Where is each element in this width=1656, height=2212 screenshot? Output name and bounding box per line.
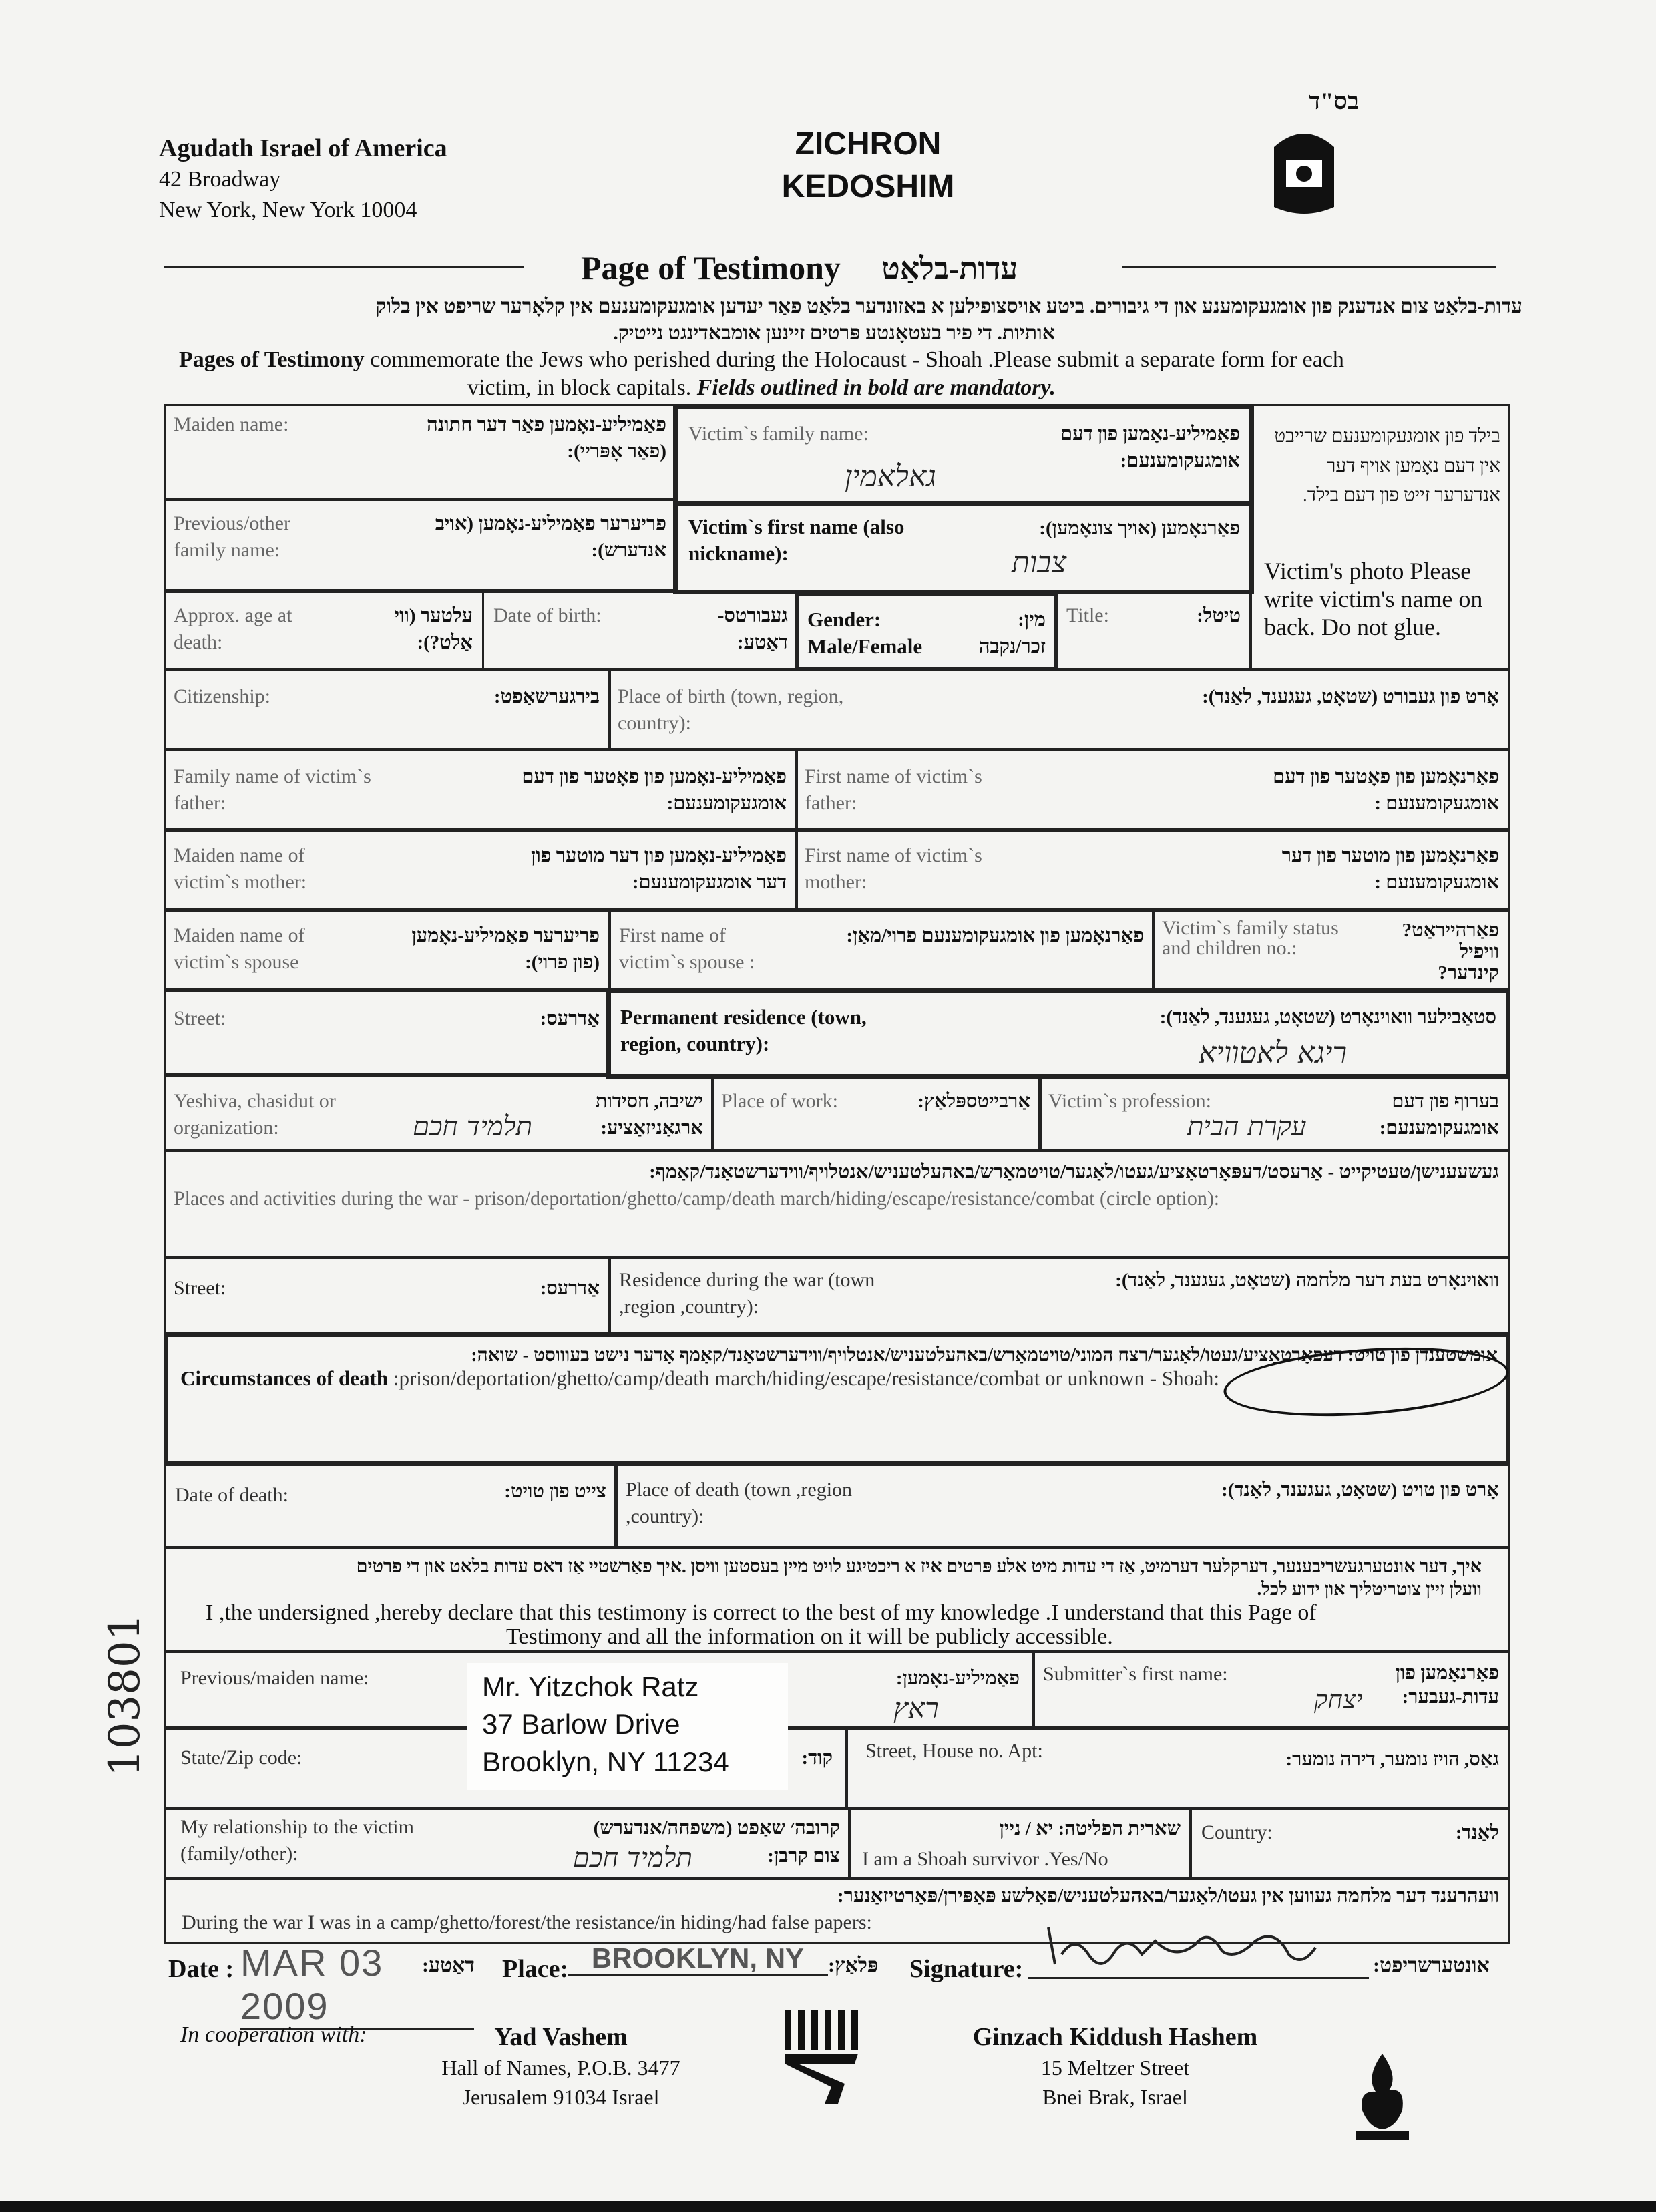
street-house-field[interactable] [845, 1726, 1510, 1810]
permanent-residence-field[interactable] [606, 988, 1510, 1079]
places-activities-field[interactable] [164, 1149, 1510, 1259]
victim-family-name-hebrew: פאַמיליע-נאָמען פון דעם אומגעקומענעם: [1060, 423, 1240, 472]
date-of-birth-field[interactable] [482, 591, 799, 671]
war-residence-field[interactable] [608, 1256, 1510, 1336]
permanent-residence-hebrew: סטאַבילער וואוינאָרט (שטאָט, געגענד, לאַנד): [1159, 1006, 1496, 1028]
victim-photo-box[interactable] [1249, 404, 1510, 671]
war-street-label: Street: [174, 1277, 226, 1299]
country-hebrew: לאַנד: [1455, 1822, 1499, 1843]
signature-scribble-icon [1035, 1914, 1369, 1974]
victim-family-name-label: Victim`s family name: [688, 423, 869, 445]
family-status-hebrew: פאַרהייראַט? וויפיל קינדער? [1402, 920, 1499, 984]
relationship-value: תלמיד חכם [573, 1843, 692, 1873]
citizenship-hebrew: בירגערשאַפט: [493, 686, 600, 707]
date-of-birth-label: Date of birth: [493, 604, 602, 626]
mother-maiden-name-field[interactable] [164, 828, 798, 912]
place-value[interactable]: BROOKLYN, NY [568, 1942, 828, 1976]
signature-line[interactable] [1028, 1937, 1369, 1979]
maiden-name-hebrew: פאַמיליע-נאָמען פאַר דער חתונה (פאַר אָפּריי): [427, 414, 666, 462]
place-of-birth-label: Place of birth (town, region, country): [618, 685, 844, 734]
previous-family-name-label: Previous/other family name: [174, 512, 290, 561]
place-of-birth-field[interactable] [608, 668, 1510, 751]
survivor-hebrew: שארית הפליטה: יא / ניין [999, 1818, 1181, 1839]
intro-hebrew-2: אותיות. די פיר בעטאָנטע פּרטים זיינען אומבאדינגט נייטיק. [613, 322, 1055, 344]
ginzach-address-2: Bnei Brak, Israel [1042, 2085, 1188, 2109]
org-address-2: New York, New York 10004 [159, 198, 417, 222]
photo-instructions-hebrew: בילד פון אומגעקומענעם שרייבט אין דעם נאָמען אויף דער אנדערער זייט פון דעם בילד. [1274, 426, 1500, 506]
gender-field[interactable] [795, 591, 1058, 671]
victim-first-name-field[interactable] [673, 501, 1254, 594]
address-label-line-3: Brooklyn, NY 11234 [482, 1746, 729, 1777]
yad-vashem-address-1: Hall of Names, P.O.B. 3477 [441, 2056, 680, 2080]
victim-family-name-value: גאלאמין [845, 459, 936, 494]
survivor-field[interactable] [848, 1807, 1192, 1880]
approx-age-label: Approx. age at death: [174, 604, 292, 653]
date-label: Date : [168, 1955, 234, 1983]
state-zip-hebrew: קוד: [801, 1747, 833, 1769]
family-status-field[interactable] [1152, 908, 1510, 992]
intro-mandatory: Fields outlined in bold are mandatory. [696, 375, 1056, 400]
bottom-scan-edge [0, 2201, 1656, 2212]
spouse-first-name-hebrew: פאַרנאָמען פון אומגעקומענעם פרוי/מאַן: [846, 925, 1144, 946]
father-family-name-label: Family name of victim`s father: [174, 765, 371, 814]
title-field[interactable] [1055, 591, 1252, 671]
gender-label: Gender: Male/Female [807, 608, 923, 658]
father-first-name-label: First name of victim`s father: [805, 765, 982, 814]
street-label: Street: [174, 1007, 226, 1029]
victim-family-name-field[interactable] [673, 404, 1254, 506]
address-label-line-1: Mr. Yitzchok Ratz [482, 1671, 699, 1702]
yeshiva-value: תלמיד חכם [413, 1111, 532, 1142]
yad-vashem-name: Yad Vashem [494, 2023, 628, 2051]
citizenship-field[interactable] [164, 668, 611, 751]
address-label [467, 1663, 788, 1790]
street-house-label: Street, House no. Apt: [865, 1740, 1043, 1762]
intro-english-1 [179, 347, 1514, 373]
declaration-box [164, 1546, 1510, 1653]
title-label: Title: [1066, 604, 1109, 626]
war-street-field[interactable] [164, 1256, 611, 1336]
yeshiva-hebrew: ישיבה, חסידות ארגאַניזאַציע: [595, 1091, 703, 1139]
spouse-first-name-label: First name of victim`s spouse : [619, 924, 755, 973]
approx-age-hebrew: עלטער (ווי אַלט?): [394, 605, 473, 653]
relationship-label: My relationship to the victim (family/other): [180, 1816, 414, 1865]
ginzach-flame-logo-icon [1346, 2050, 1419, 2144]
places-activities-hebrew: געשעענישן/טעטיקייט - אַרעסט/דעפּאָרטאַציע/געטו/לאַגער/טויטמאַרש/באהעלטעניש/אנטלויף/ווידערשטאַנד/קאַמף: [649, 1161, 1499, 1183]
spouse-maiden-name-hebrew: פריערער פאַמיליע-נאָמען (פון פרוי): [411, 925, 600, 973]
mother-maiden-name-hebrew: פאַמיליע-נאָמען פון דער מוטער פון דער אומגעקומענעם: [530, 845, 787, 893]
relationship-hebrew: קרובה׳ שאַפט (משפחה/אנדערש) צום קרבן: [593, 1817, 840, 1867]
ginzach-name: Ginzach Kiddush Hashem [972, 2023, 1258, 2051]
submitter-first-name-value: יצחק [1314, 1685, 1363, 1714]
spouse-first-name-field[interactable] [608, 908, 1155, 992]
page-title: Page of Testimony [581, 249, 841, 287]
spouse-maiden-name-field[interactable] [164, 908, 611, 992]
war-residence-hebrew: וואוינאָרט בעת דער מלחמה (שטאָט, געגענד, לאַנד): [1115, 1270, 1499, 1291]
approx-age-field[interactable] [164, 591, 484, 671]
date-of-birth-hebrew: געבורטס- דאַטע: [717, 605, 788, 653]
profession-value: עקרת הבית [1187, 1111, 1307, 1142]
submitter-first-name-label: Submitter`s first name: [1043, 1663, 1228, 1685]
yeshiva-field[interactable] [164, 1075, 714, 1152]
previous-family-name-field[interactable] [164, 498, 678, 591]
father-first-name-hebrew: פאַרנאָמען פון פאָטער פון דעם אומגעקומענעם : [1273, 766, 1499, 814]
father-family-name-hebrew: פאַמיליע-נאָמען פון פאָטער פון דעם אומגעקומענעם: [522, 766, 787, 814]
mother-first-name-hebrew: פאַרנאָמען פון מוטער פון דער אומגעקומענעם : [1281, 845, 1499, 893]
street-house-hebrew: גאַס, הויז נומער, דירה נומער: [1285, 1748, 1499, 1770]
street-field[interactable] [164, 988, 611, 1075]
submitter-family-name-hebrew: פאַמיליע-נאָמען: [895, 1668, 1020, 1689]
intro-block-capitals: victim, in block capitals. [467, 375, 697, 400]
state-zip-label: State/Zip code: [180, 1746, 302, 1769]
address-label-line-2: 37 Barlow Drive [482, 1708, 680, 1740]
victim-first-name-hebrew: פאַרנאָמען (אויך צונאָמען): [1039, 518, 1240, 539]
previous-family-name-hebrew: פריערער פאַמיליע-נאָמען (אויב אנדערש): [435, 513, 666, 561]
relationship-field[interactable] [164, 1807, 851, 1880]
circumstances-hebrew: אומשטענדן פון טויט: דעפּאָרטאַציע/געטו/לאַגער/רצח המוני/טויטמאַרש/באהעלטעניש/אנטלויף/ווידערשטאַנד/קאַמף אָדער נישט בעוווסט - שואה: [471, 1345, 1498, 1366]
header-rule-left [164, 266, 524, 268]
submitter-family-name-value: ראץ [893, 1692, 939, 1724]
place-label: Place: [502, 1955, 569, 1983]
cooperation-label: In cooperation with: [180, 2022, 367, 2047]
intro-hebrew-1: עדות-בלאַט צום אנדענק פון אומגעקומענע און די גיבורים. ביטע אויסצופילען א באזונדער בלאַט פאַר יעדען אומגעקומענעם אין קלאָרער שריפט אין בלוק [375, 295, 1522, 317]
yad-vashem-logo-icon [778, 2004, 865, 2110]
submitter-first-name-hebrew: פאַרנאָמען פון עדות-געבער: [1395, 1662, 1499, 1708]
place-of-death-field[interactable] [614, 1463, 1510, 1549]
yeshiva-label: Yeshiva, chasidut or organization: [174, 1090, 336, 1139]
place-hebrew: פּלאַץ: [828, 1954, 879, 1976]
during-war-label: During the war I was in a camp/ghetto/forest/the resistance/in hiding/had false papers: [182, 1911, 872, 1933]
ginzach-address-1: 15 Meltzer Street [1040, 2056, 1190, 2080]
date-of-death-hebrew: צייט פון טויט: [504, 1481, 606, 1502]
father-first-name-field[interactable] [795, 748, 1510, 832]
maiden-name-field[interactable] [164, 404, 678, 501]
title-hebrew: טיטל: [1197, 605, 1241, 626]
place-of-work-label: Place of work: [721, 1090, 838, 1112]
intro-english-text: commemorate the Jews who perished during the Holocaust - Shoah .Please submit a separate form for each [364, 347, 1344, 372]
country-field[interactable] [1189, 1807, 1510, 1880]
place-of-birth-hebrew: אָרט פון געבורט (שטאָט, געגענד, לאַנד): [1202, 686, 1499, 707]
date-of-death-field[interactable] [164, 1463, 618, 1549]
photo-instructions: Victim's photo Please write victim's name on back. Do not glue. [1264, 558, 1483, 640]
mother-maiden-name-label: Maiden name of victim`s mother: [174, 844, 307, 893]
gender-hebrew: מין: זכר/נקבה [978, 609, 1046, 657]
permanent-residence-label: Permanent residence (town, region, country): [620, 1005, 867, 1055]
bsd-mark: בס"ד [1309, 87, 1360, 114]
spouse-maiden-name-label: Maiden name of victim`s spouse [174, 924, 305, 973]
war-street-hebrew: אַדרעס: [540, 1278, 600, 1299]
submitter-previous-name-label: Previous/maiden name: [180, 1667, 369, 1689]
street-hebrew: אַדרעס: [540, 1008, 600, 1029]
father-family-name-field[interactable] [164, 748, 798, 832]
title-line-2: KEDOSHIM [781, 169, 955, 204]
place-of-work-field[interactable] [711, 1075, 1042, 1152]
maiden-name-label: Maiden name: [174, 413, 289, 435]
places-activities-label: Places and activities during the war - prison/deportation/ghetto/camp/death march/hiding/escape/resistance/combat (circle option): [174, 1187, 1220, 1210]
org-address-1: 42 Broadway [159, 167, 281, 192]
place-of-death-hebrew: אָרט פון טויט (שטאָט, געגענד, לאַנד): [1221, 1479, 1499, 1501]
circumstances-bold: Circumstances of death [180, 1366, 389, 1390]
survivor-label: I am a Shoah survivor .Yes/No [862, 1848, 1108, 1870]
profession-field[interactable] [1038, 1075, 1510, 1152]
victim-first-name-label: Victim`s first name (also nickname): [688, 515, 905, 565]
profession-label: Victim`s profession: [1048, 1090, 1211, 1112]
country-label: Country: [1201, 1821, 1273, 1843]
circumstances-options: :prison/deportation/ghetto/camp/death march/hiding/escape/resistance/combat or unknown - Shoah: [388, 1366, 1219, 1390]
war-residence-label: Residence during the war (town ,region ,country): [619, 1269, 875, 1318]
date-value[interactable]: MAR 03 2009 [240, 1941, 474, 2030]
submitter-first-name-field[interactable] [1032, 1650, 1510, 1730]
declaration-english-1: I ,the undersigned ,hereby declare that this testimony is correct to the best of my knowledge .I understand that this Page of [206, 1600, 1317, 1625]
declaration-hebrew-1: איך, דער אונטערגעשריבענער, דערקלער דערמיט, אַז די עדות מיט אלע פּרטים איז א ריכטיגע לויט מיין בעסטען וויסן .איך פאַרשטיי אַז דאס עדות בלאט און די פרטים [356, 1556, 1482, 1576]
date-hebrew: דאַטע: [422, 1954, 475, 1976]
org-name: Agudath Israel of America [159, 134, 447, 162]
mother-first-name-label: First name of victim`s mother: [805, 844, 982, 893]
side-reference-number: 103801 [100, 1613, 150, 1777]
date-of-death-label: Date of death: [175, 1484, 288, 1506]
citizenship-label: Citizenship: [174, 685, 270, 707]
intro-bold: Pages of Testimony [179, 347, 365, 372]
circumstances-of-death-field[interactable] [164, 1332, 1510, 1466]
header-rule-right [1122, 266, 1496, 268]
place-of-death-label: Place of death (town ,region ,country): [626, 1479, 853, 1527]
victim-first-name-value: צבות [1012, 546, 1067, 580]
profession-hebrew: בערוף פון דעם אומגעקומענעם: [1379, 1091, 1499, 1139]
family-status-label: Victim`s family status and children no.: [1162, 917, 1339, 959]
yad-vashem-address-2: Jerusalem 91034 Israel [462, 2085, 660, 2109]
intro-english-2 [467, 375, 1056, 401]
declaration-english-2: Testimony and all the information on it will be publicly accessible. [506, 1624, 1113, 1649]
declaration-hebrew-2: וועלן זיין צוטריטליך און ידוע לכל. [1257, 1579, 1482, 1599]
page-title-hebrew: עדות-בלאַט [881, 252, 1018, 286]
place-of-work-hebrew: אַרבייטספּלאַץ: [917, 1091, 1030, 1112]
during-war-hebrew: וועהרענד דער מלחמה געווען אין געטו/לאַגער/באהעלטעניש/פאַלשע פּאַפּירן/פּאַרטיזאַנער: [837, 1885, 1499, 1907]
zichron-logo-icon [1267, 120, 1341, 220]
mother-first-name-field[interactable] [795, 828, 1510, 912]
signature-label: Signature: [909, 1955, 1024, 1983]
permanent-residence-value: ריגא לאטוויא [1199, 1036, 1348, 1070]
title-line-1: ZICHRON [795, 126, 942, 162]
signature-hebrew: אונטערשריפט: [1373, 1954, 1490, 1976]
